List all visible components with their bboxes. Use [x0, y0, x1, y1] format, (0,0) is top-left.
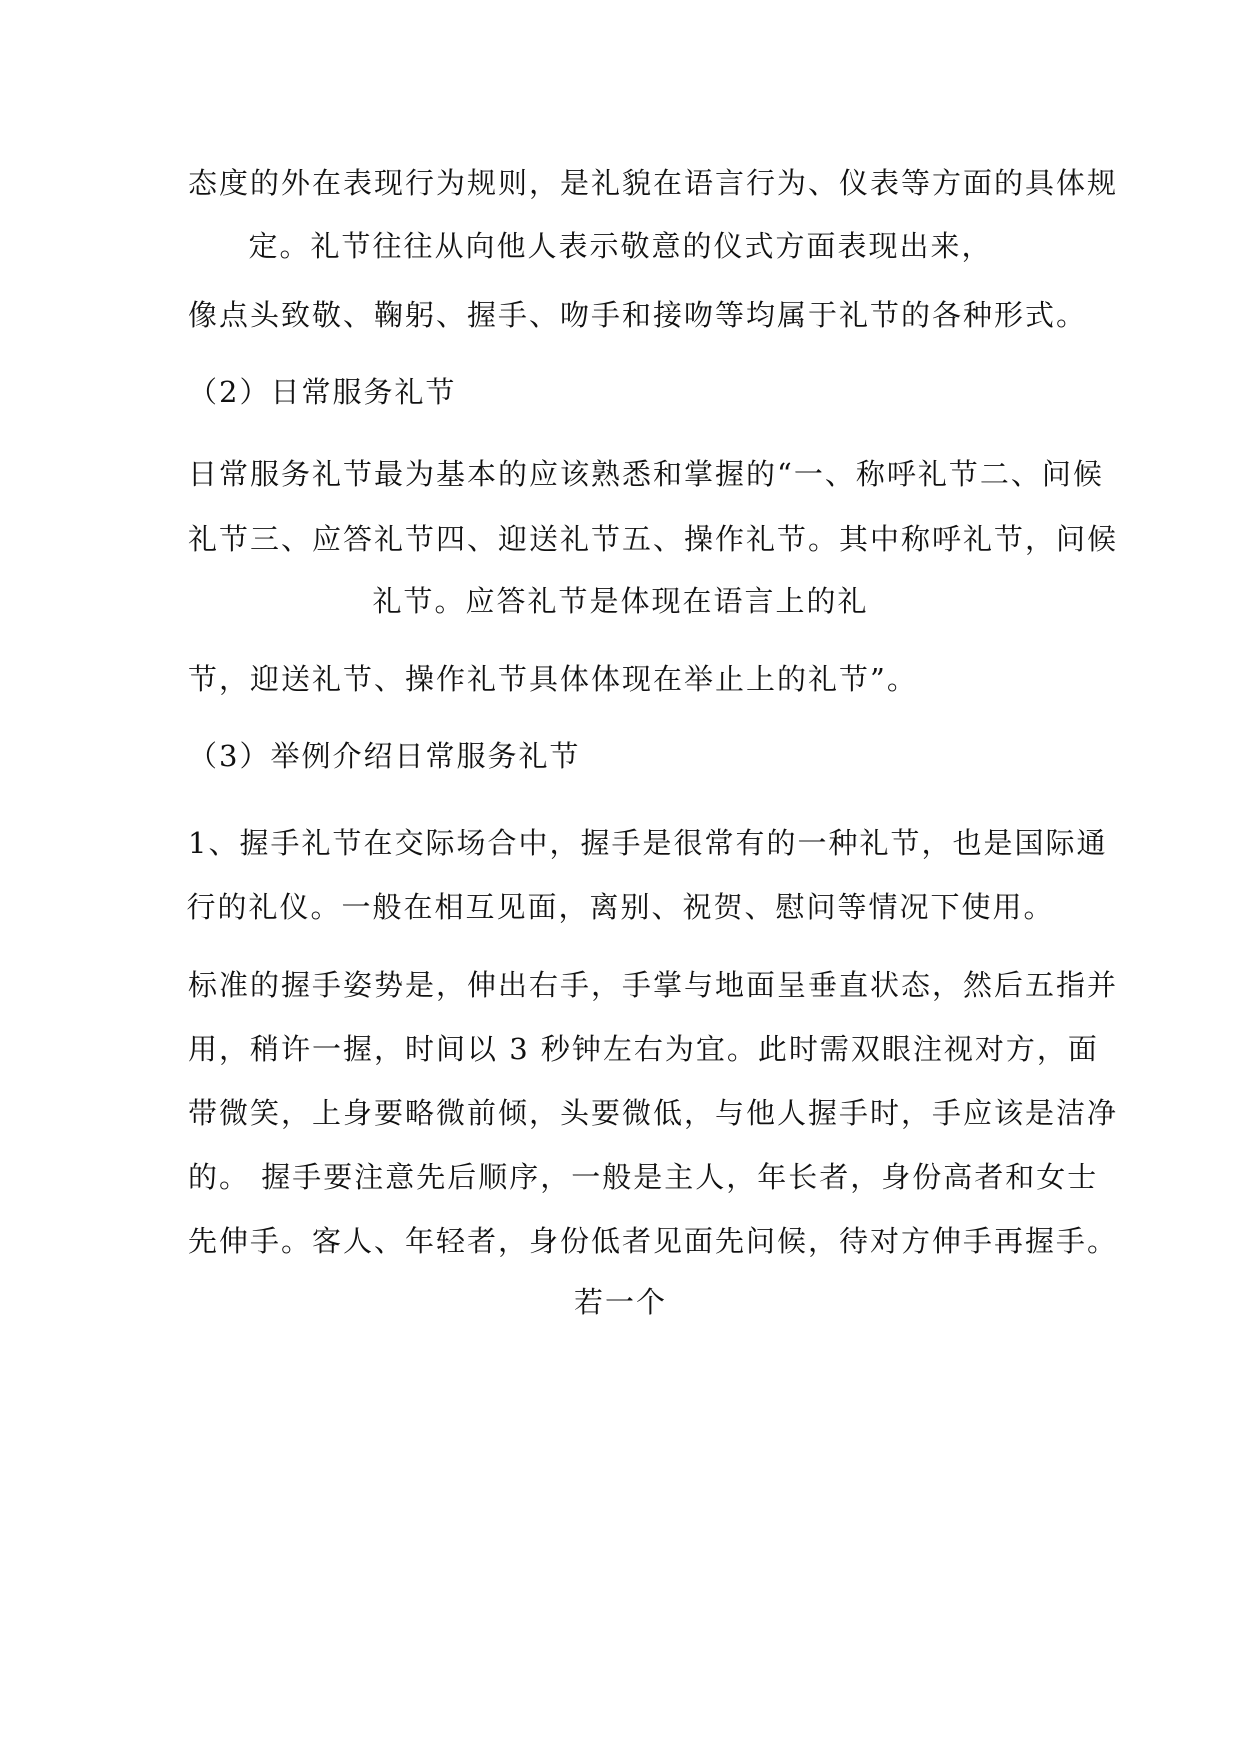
- section-heading: （2）日常服务礼节: [188, 375, 457, 409]
- text-line: 先伸手。客人、年轻者，身份低者见面先问候，待对方伸手再握手。: [188, 1224, 1119, 1258]
- text-line: 标准的握手姿势是，伸出右手，手掌与地面呈垂直状态，然后五指并: [188, 968, 1119, 1002]
- text-line: 用，稍许一握，时间以 3 秒钟左右为宜。此时需双眼注视对方，面: [188, 1032, 1099, 1066]
- text-line: 礼节三、应答礼节四、迎送礼节五、操作礼节。其中称呼礼节，问候: [188, 522, 1119, 556]
- text-line: 若一个: [573, 1285, 667, 1319]
- text-line: 像点头致敬、鞠躬、握手、吻手和接吻等均属于礼节的各种形式。: [188, 298, 1088, 332]
- text-line: 的。 握手要注意先后顺序，一般是主人，年长者，身份高者和女士: [188, 1160, 1099, 1194]
- text-line: 节，迎送礼节、操作礼节具体体现在举止上的礼节”。: [188, 662, 918, 696]
- text-line: 态度的外在表现行为规则，是礼貌在语言行为、仪表等方面的具体规: [188, 166, 1119, 200]
- section-heading: （3）举例介绍日常服务礼节: [188, 739, 581, 773]
- text-line: 行的礼仪。一般在相互见面，离别、祝贺、慰问等情况下使用。: [186, 890, 1055, 924]
- text-line: 带微笑，上身要略微前倾，头要微低，与他人握手时，手应该是洁净: [188, 1096, 1119, 1130]
- text-line: 1、握手礼节在交际场合中，握手是很常有的一种礼节，也是国际通: [188, 826, 1108, 860]
- text-line: 日常服务礼节最为基本的应该熟悉和掌握的“一、称呼礼节二、问候: [188, 457, 1104, 491]
- text-line: 礼节。应答礼节是体现在语言上的礼: [372, 584, 869, 618]
- text-line: 定。礼节往往从向他人表示敬意的仪式方面表现出来，: [248, 229, 993, 263]
